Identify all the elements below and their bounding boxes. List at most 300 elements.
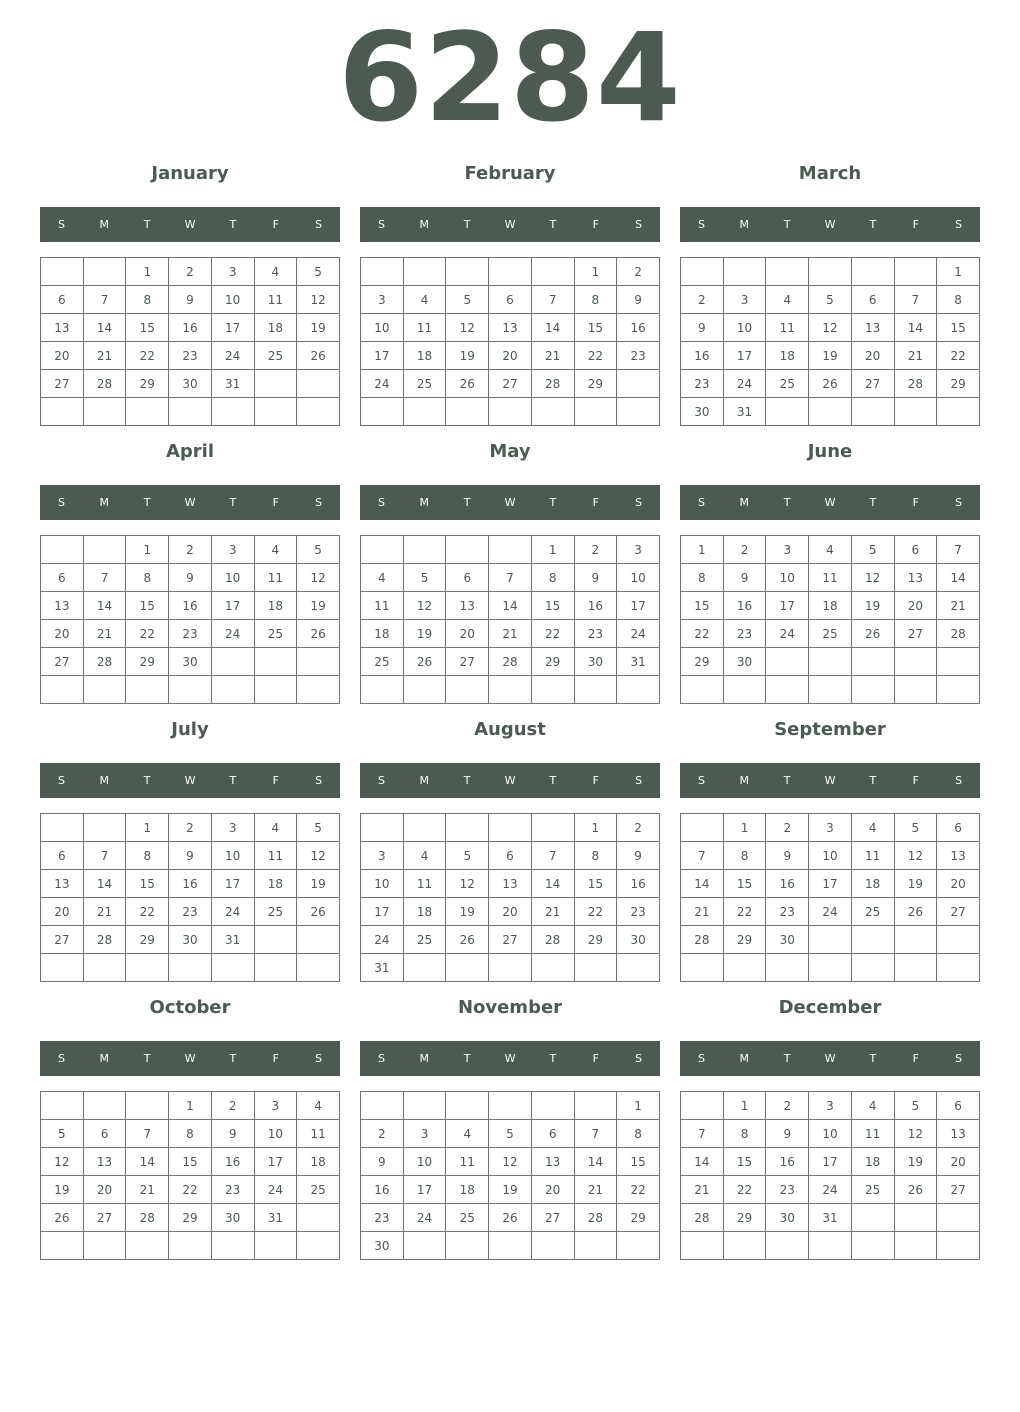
week-row bbox=[681, 314, 980, 342]
weekday-label: W bbox=[824, 774, 836, 787]
empty-day-cell bbox=[489, 676, 532, 704]
day-cell: 10 bbox=[211, 564, 254, 592]
day-cell: 22 bbox=[937, 342, 980, 370]
day-cell: 16 bbox=[211, 1148, 254, 1176]
day-cell: 26 bbox=[489, 1204, 532, 1232]
day-cell: 13 bbox=[446, 592, 489, 620]
day-cell: 15 bbox=[126, 592, 169, 620]
day-cell: 15 bbox=[937, 314, 980, 342]
day-cell: 17 bbox=[403, 1176, 446, 1204]
day-cell: 3 bbox=[254, 1092, 297, 1120]
empty-day-cell bbox=[937, 926, 980, 954]
day-cell: 6 bbox=[83, 1120, 126, 1148]
empty-day-cell bbox=[851, 398, 894, 426]
empty-day-cell bbox=[126, 1232, 169, 1260]
day-grid bbox=[680, 535, 980, 704]
weekday-label: F bbox=[912, 496, 919, 509]
day-cell: 30 bbox=[617, 926, 660, 954]
week-row bbox=[681, 620, 980, 648]
week-row bbox=[41, 564, 340, 592]
week-row bbox=[361, 676, 660, 704]
week-row bbox=[41, 870, 340, 898]
day-cell: 25 bbox=[254, 342, 297, 370]
empty-day-cell bbox=[531, 1092, 574, 1120]
day-cell: 23 bbox=[211, 1176, 254, 1204]
day-cell: 12 bbox=[297, 842, 340, 870]
day-cell: 22 bbox=[574, 342, 617, 370]
day-cell: 19 bbox=[894, 1148, 937, 1176]
day-cell: 30 bbox=[766, 926, 809, 954]
weekday-label: T bbox=[549, 774, 557, 787]
week-row bbox=[681, 1148, 980, 1176]
empty-day-cell bbox=[809, 954, 852, 982]
weekday-label: T bbox=[229, 496, 237, 509]
weekday-label: S bbox=[315, 218, 323, 231]
empty-day-cell bbox=[489, 398, 532, 426]
day-cell: 4 bbox=[851, 1092, 894, 1120]
weekday-label: T bbox=[463, 218, 471, 231]
day-cell: 6 bbox=[41, 564, 84, 592]
day-cell: 27 bbox=[894, 620, 937, 648]
day-cell: 4 bbox=[254, 258, 297, 286]
day-cell: 30 bbox=[766, 1204, 809, 1232]
empty-day-cell bbox=[254, 1232, 297, 1260]
week-row bbox=[41, 258, 340, 286]
day-cell: 14 bbox=[681, 870, 724, 898]
day-cell: 7 bbox=[681, 842, 724, 870]
day-cell: 1 bbox=[126, 258, 169, 286]
day-cell: 23 bbox=[617, 342, 660, 370]
empty-day-cell bbox=[681, 814, 724, 842]
day-cell: 16 bbox=[361, 1176, 404, 1204]
empty-day-cell bbox=[446, 1232, 489, 1260]
empty-day-cell bbox=[254, 370, 297, 398]
day-cell: 7 bbox=[126, 1120, 169, 1148]
empty-day-cell bbox=[169, 398, 212, 426]
empty-day-cell bbox=[766, 258, 809, 286]
weekday-label: T bbox=[463, 774, 471, 787]
day-cell: 1 bbox=[723, 1092, 766, 1120]
weekday-header bbox=[40, 485, 340, 520]
day-cell: 27 bbox=[489, 370, 532, 398]
day-cell: 14 bbox=[531, 314, 574, 342]
empty-day-cell bbox=[446, 1092, 489, 1120]
day-cell: 2 bbox=[169, 258, 212, 286]
weekday-header bbox=[360, 763, 660, 798]
day-cell: 26 bbox=[297, 898, 340, 926]
week-row bbox=[41, 286, 340, 314]
day-cell: 28 bbox=[531, 370, 574, 398]
day-cell: 2 bbox=[681, 286, 724, 314]
day-cell: 31 bbox=[809, 1204, 852, 1232]
day-cell: 4 bbox=[851, 814, 894, 842]
weekday-label: T bbox=[869, 1052, 877, 1065]
empty-day-cell bbox=[211, 648, 254, 676]
day-cell: 7 bbox=[83, 286, 126, 314]
day-cell: 8 bbox=[574, 286, 617, 314]
weekday-label: S bbox=[377, 774, 385, 787]
week-row bbox=[41, 1232, 340, 1260]
day-cell: 18 bbox=[851, 1148, 894, 1176]
weekday-label: W bbox=[504, 1052, 516, 1065]
day-cell: 20 bbox=[41, 620, 84, 648]
day-cell: 18 bbox=[254, 314, 297, 342]
day-cell: 13 bbox=[41, 592, 84, 620]
day-cell: 27 bbox=[41, 370, 84, 398]
weekday-label: T bbox=[143, 774, 151, 787]
day-cell: 31 bbox=[361, 954, 404, 982]
week-row bbox=[361, 814, 660, 842]
weekday-label: S bbox=[57, 1052, 65, 1065]
empty-day-cell bbox=[681, 1092, 724, 1120]
day-cell: 24 bbox=[361, 370, 404, 398]
day-cell: 20 bbox=[489, 898, 532, 926]
day-cell: 15 bbox=[574, 870, 617, 898]
weekday-label: M bbox=[739, 1052, 750, 1065]
day-cell: 19 bbox=[41, 1176, 84, 1204]
weekday-label: W bbox=[504, 496, 516, 509]
day-cell: 30 bbox=[211, 1204, 254, 1232]
day-cell: 3 bbox=[766, 536, 809, 564]
weekday-label: F bbox=[592, 496, 599, 509]
day-cell: 6 bbox=[937, 1092, 980, 1120]
empty-day-cell bbox=[254, 954, 297, 982]
weekday-label: F bbox=[912, 1052, 919, 1065]
day-cell: 1 bbox=[126, 536, 169, 564]
day-cell: 10 bbox=[211, 842, 254, 870]
empty-day-cell bbox=[446, 258, 489, 286]
day-cell: 2 bbox=[169, 814, 212, 842]
weekday-label: W bbox=[824, 496, 836, 509]
day-cell: 11 bbox=[254, 842, 297, 870]
week-row bbox=[361, 398, 660, 426]
day-cell: 30 bbox=[681, 398, 724, 426]
day-cell: 11 bbox=[297, 1120, 340, 1148]
day-cell: 4 bbox=[403, 842, 446, 870]
day-cell: 12 bbox=[403, 592, 446, 620]
day-cell: 13 bbox=[41, 314, 84, 342]
day-cell: 29 bbox=[937, 370, 980, 398]
day-cell: 5 bbox=[809, 286, 852, 314]
week-row bbox=[361, 564, 660, 592]
day-cell: 12 bbox=[297, 564, 340, 592]
day-cell: 4 bbox=[254, 814, 297, 842]
day-cell: 16 bbox=[766, 1148, 809, 1176]
day-cell: 26 bbox=[894, 1176, 937, 1204]
empty-day-cell bbox=[894, 676, 937, 704]
weekday-label: S bbox=[955, 1052, 963, 1065]
empty-day-cell bbox=[894, 954, 937, 982]
day-cell: 18 bbox=[446, 1176, 489, 1204]
day-cell: 5 bbox=[297, 258, 340, 286]
day-cell: 1 bbox=[723, 814, 766, 842]
day-cell: 26 bbox=[809, 370, 852, 398]
day-cell: 2 bbox=[723, 536, 766, 564]
day-cell: 29 bbox=[169, 1204, 212, 1232]
day-cell: 26 bbox=[297, 342, 340, 370]
empty-day-cell bbox=[403, 258, 446, 286]
day-cell: 16 bbox=[617, 870, 660, 898]
day-cell: 25 bbox=[851, 898, 894, 926]
week-row bbox=[681, 536, 980, 564]
day-cell: 23 bbox=[169, 620, 212, 648]
empty-day-cell bbox=[617, 398, 660, 426]
empty-day-cell bbox=[531, 1232, 574, 1260]
week-row bbox=[361, 370, 660, 398]
week-row bbox=[681, 842, 980, 870]
day-cell: 17 bbox=[361, 898, 404, 926]
weekday-header bbox=[680, 763, 980, 798]
day-cell: 24 bbox=[809, 898, 852, 926]
day-cell: 7 bbox=[489, 564, 532, 592]
weekday-header bbox=[680, 485, 980, 520]
day-cell: 22 bbox=[126, 898, 169, 926]
empty-day-cell bbox=[489, 1092, 532, 1120]
day-cell: 5 bbox=[489, 1120, 532, 1148]
day-cell: 30 bbox=[361, 1232, 404, 1260]
weekday-label: W bbox=[184, 496, 196, 509]
day-cell: 25 bbox=[809, 620, 852, 648]
week-row bbox=[361, 1148, 660, 1176]
day-cell: 12 bbox=[894, 842, 937, 870]
empty-day-cell bbox=[894, 1232, 937, 1260]
weekday-label: S bbox=[955, 774, 963, 787]
day-cell: 22 bbox=[574, 898, 617, 926]
day-cell: 7 bbox=[83, 564, 126, 592]
day-cell: 5 bbox=[446, 842, 489, 870]
empty-day-cell bbox=[297, 398, 340, 426]
day-cell: 17 bbox=[361, 342, 404, 370]
day-cell: 26 bbox=[297, 620, 340, 648]
weekday-header bbox=[40, 207, 340, 242]
week-row bbox=[681, 398, 980, 426]
day-cell: 11 bbox=[403, 870, 446, 898]
empty-day-cell bbox=[41, 258, 84, 286]
day-cell: 16 bbox=[169, 870, 212, 898]
day-cell: 14 bbox=[681, 1148, 724, 1176]
day-cell: 10 bbox=[723, 314, 766, 342]
month-name: May bbox=[489, 441, 531, 462]
week-row bbox=[361, 1176, 660, 1204]
day-cell: 11 bbox=[851, 842, 894, 870]
weekday-label: T bbox=[143, 218, 151, 231]
empty-day-cell bbox=[937, 1204, 980, 1232]
weekday-label: F bbox=[592, 1052, 599, 1065]
day-cell: 18 bbox=[254, 592, 297, 620]
week-row bbox=[361, 842, 660, 870]
month-name: November bbox=[457, 997, 563, 1018]
month-name: January bbox=[151, 163, 229, 184]
day-cell: 5 bbox=[446, 286, 489, 314]
empty-day-cell bbox=[169, 1232, 212, 1260]
day-cell: 4 bbox=[809, 536, 852, 564]
empty-day-cell bbox=[937, 398, 980, 426]
day-cell: 10 bbox=[361, 314, 404, 342]
empty-day-cell bbox=[681, 1232, 724, 1260]
day-cell: 12 bbox=[446, 314, 489, 342]
day-cell: 18 bbox=[851, 870, 894, 898]
day-cell: 5 bbox=[41, 1120, 84, 1148]
day-cell: 6 bbox=[489, 842, 532, 870]
week-row bbox=[681, 1204, 980, 1232]
day-cell: 7 bbox=[574, 1120, 617, 1148]
day-cell: 6 bbox=[851, 286, 894, 314]
empty-day-cell bbox=[403, 1232, 446, 1260]
year-title: 6284 bbox=[338, 7, 682, 149]
empty-day-cell bbox=[297, 370, 340, 398]
day-cell: 25 bbox=[403, 926, 446, 954]
day-cell: 26 bbox=[446, 926, 489, 954]
day-cell: 15 bbox=[574, 314, 617, 342]
week-row bbox=[361, 342, 660, 370]
month-name: April bbox=[165, 441, 215, 462]
empty-day-cell bbox=[809, 926, 852, 954]
weekday-label: S bbox=[57, 218, 65, 231]
week-row bbox=[681, 870, 980, 898]
day-cell: 7 bbox=[531, 842, 574, 870]
day-cell: 18 bbox=[766, 342, 809, 370]
weekday-label: S bbox=[377, 496, 385, 509]
day-cell: 8 bbox=[126, 564, 169, 592]
weekday-label: M bbox=[419, 1052, 430, 1065]
day-cell: 2 bbox=[766, 814, 809, 842]
weekday-label: T bbox=[463, 496, 471, 509]
day-cell: 5 bbox=[851, 536, 894, 564]
empty-day-cell bbox=[211, 1232, 254, 1260]
week-row bbox=[41, 1176, 340, 1204]
empty-day-cell bbox=[489, 814, 532, 842]
day-cell: 12 bbox=[41, 1148, 84, 1176]
empty-day-cell bbox=[211, 954, 254, 982]
empty-day-cell bbox=[723, 1232, 766, 1260]
day-cell: 7 bbox=[937, 536, 980, 564]
day-grid bbox=[680, 257, 980, 426]
day-cell: 3 bbox=[617, 536, 660, 564]
week-row bbox=[41, 592, 340, 620]
day-cell: 9 bbox=[766, 1120, 809, 1148]
empty-day-cell bbox=[83, 1092, 126, 1120]
day-grid bbox=[360, 535, 660, 704]
empty-day-cell bbox=[403, 954, 446, 982]
day-cell: 14 bbox=[126, 1148, 169, 1176]
day-cell: 20 bbox=[41, 342, 84, 370]
day-cell: 6 bbox=[41, 286, 84, 314]
week-row bbox=[361, 926, 660, 954]
week-row bbox=[361, 648, 660, 676]
empty-day-cell bbox=[41, 814, 84, 842]
day-cell: 19 bbox=[297, 870, 340, 898]
day-cell: 14 bbox=[489, 592, 532, 620]
day-cell: 1 bbox=[574, 258, 617, 286]
week-row bbox=[41, 370, 340, 398]
weekday-label: T bbox=[549, 496, 557, 509]
day-cell: 15 bbox=[126, 870, 169, 898]
day-grid bbox=[360, 1091, 660, 1260]
empty-day-cell bbox=[574, 1092, 617, 1120]
day-cell: 20 bbox=[83, 1176, 126, 1204]
day-cell: 27 bbox=[489, 926, 532, 954]
day-cell: 23 bbox=[617, 898, 660, 926]
empty-day-cell bbox=[766, 676, 809, 704]
week-row bbox=[41, 342, 340, 370]
day-cell: 10 bbox=[361, 870, 404, 898]
day-cell: 22 bbox=[617, 1176, 660, 1204]
day-cell: 20 bbox=[446, 620, 489, 648]
day-grid bbox=[360, 257, 660, 426]
day-cell: 3 bbox=[211, 258, 254, 286]
empty-day-cell bbox=[851, 1204, 894, 1232]
week-row bbox=[361, 1204, 660, 1232]
day-cell: 1 bbox=[617, 1092, 660, 1120]
empty-day-cell bbox=[851, 926, 894, 954]
day-cell: 19 bbox=[894, 870, 937, 898]
day-cell: 19 bbox=[489, 1176, 532, 1204]
day-cell: 29 bbox=[681, 648, 724, 676]
day-cell: 21 bbox=[574, 1176, 617, 1204]
weekday-label: M bbox=[739, 218, 750, 231]
week-row bbox=[681, 1232, 980, 1260]
day-cell: 31 bbox=[254, 1204, 297, 1232]
day-cell: 27 bbox=[446, 648, 489, 676]
day-cell: 23 bbox=[766, 898, 809, 926]
day-cell: 20 bbox=[937, 1148, 980, 1176]
day-cell: 15 bbox=[169, 1148, 212, 1176]
empty-day-cell bbox=[361, 398, 404, 426]
weekday-label: W bbox=[184, 218, 196, 231]
weekday-label: F bbox=[272, 774, 279, 787]
day-cell: 10 bbox=[809, 842, 852, 870]
day-cell: 22 bbox=[126, 620, 169, 648]
day-cell: 13 bbox=[937, 842, 980, 870]
day-cell: 18 bbox=[361, 620, 404, 648]
empty-day-cell bbox=[446, 536, 489, 564]
weekday-label: M bbox=[739, 496, 750, 509]
day-cell: 24 bbox=[254, 1176, 297, 1204]
empty-day-cell bbox=[851, 1232, 894, 1260]
week-row bbox=[41, 898, 340, 926]
day-cell: 10 bbox=[254, 1120, 297, 1148]
empty-day-cell bbox=[489, 258, 532, 286]
day-cell: 16 bbox=[169, 314, 212, 342]
empty-day-cell bbox=[574, 1232, 617, 1260]
weekday-label: S bbox=[377, 218, 385, 231]
week-row bbox=[41, 314, 340, 342]
week-row bbox=[41, 1092, 340, 1120]
empty-day-cell bbox=[126, 398, 169, 426]
weekday-header bbox=[680, 207, 980, 242]
day-cell: 31 bbox=[617, 648, 660, 676]
day-cell: 7 bbox=[531, 286, 574, 314]
day-cell: 6 bbox=[446, 564, 489, 592]
day-cell: 20 bbox=[851, 342, 894, 370]
empty-day-cell bbox=[83, 258, 126, 286]
week-row bbox=[361, 258, 660, 286]
empty-day-cell bbox=[894, 1204, 937, 1232]
empty-day-cell bbox=[403, 398, 446, 426]
day-cell: 6 bbox=[41, 842, 84, 870]
empty-day-cell bbox=[894, 258, 937, 286]
day-cell: 26 bbox=[403, 648, 446, 676]
day-cell: 11 bbox=[446, 1148, 489, 1176]
empty-day-cell bbox=[617, 1232, 660, 1260]
day-cell: 2 bbox=[617, 258, 660, 286]
day-cell: 20 bbox=[937, 870, 980, 898]
week-row bbox=[41, 398, 340, 426]
empty-day-cell bbox=[851, 258, 894, 286]
weekday-header bbox=[360, 1041, 660, 1076]
day-cell: 13 bbox=[489, 870, 532, 898]
week-row bbox=[361, 1092, 660, 1120]
